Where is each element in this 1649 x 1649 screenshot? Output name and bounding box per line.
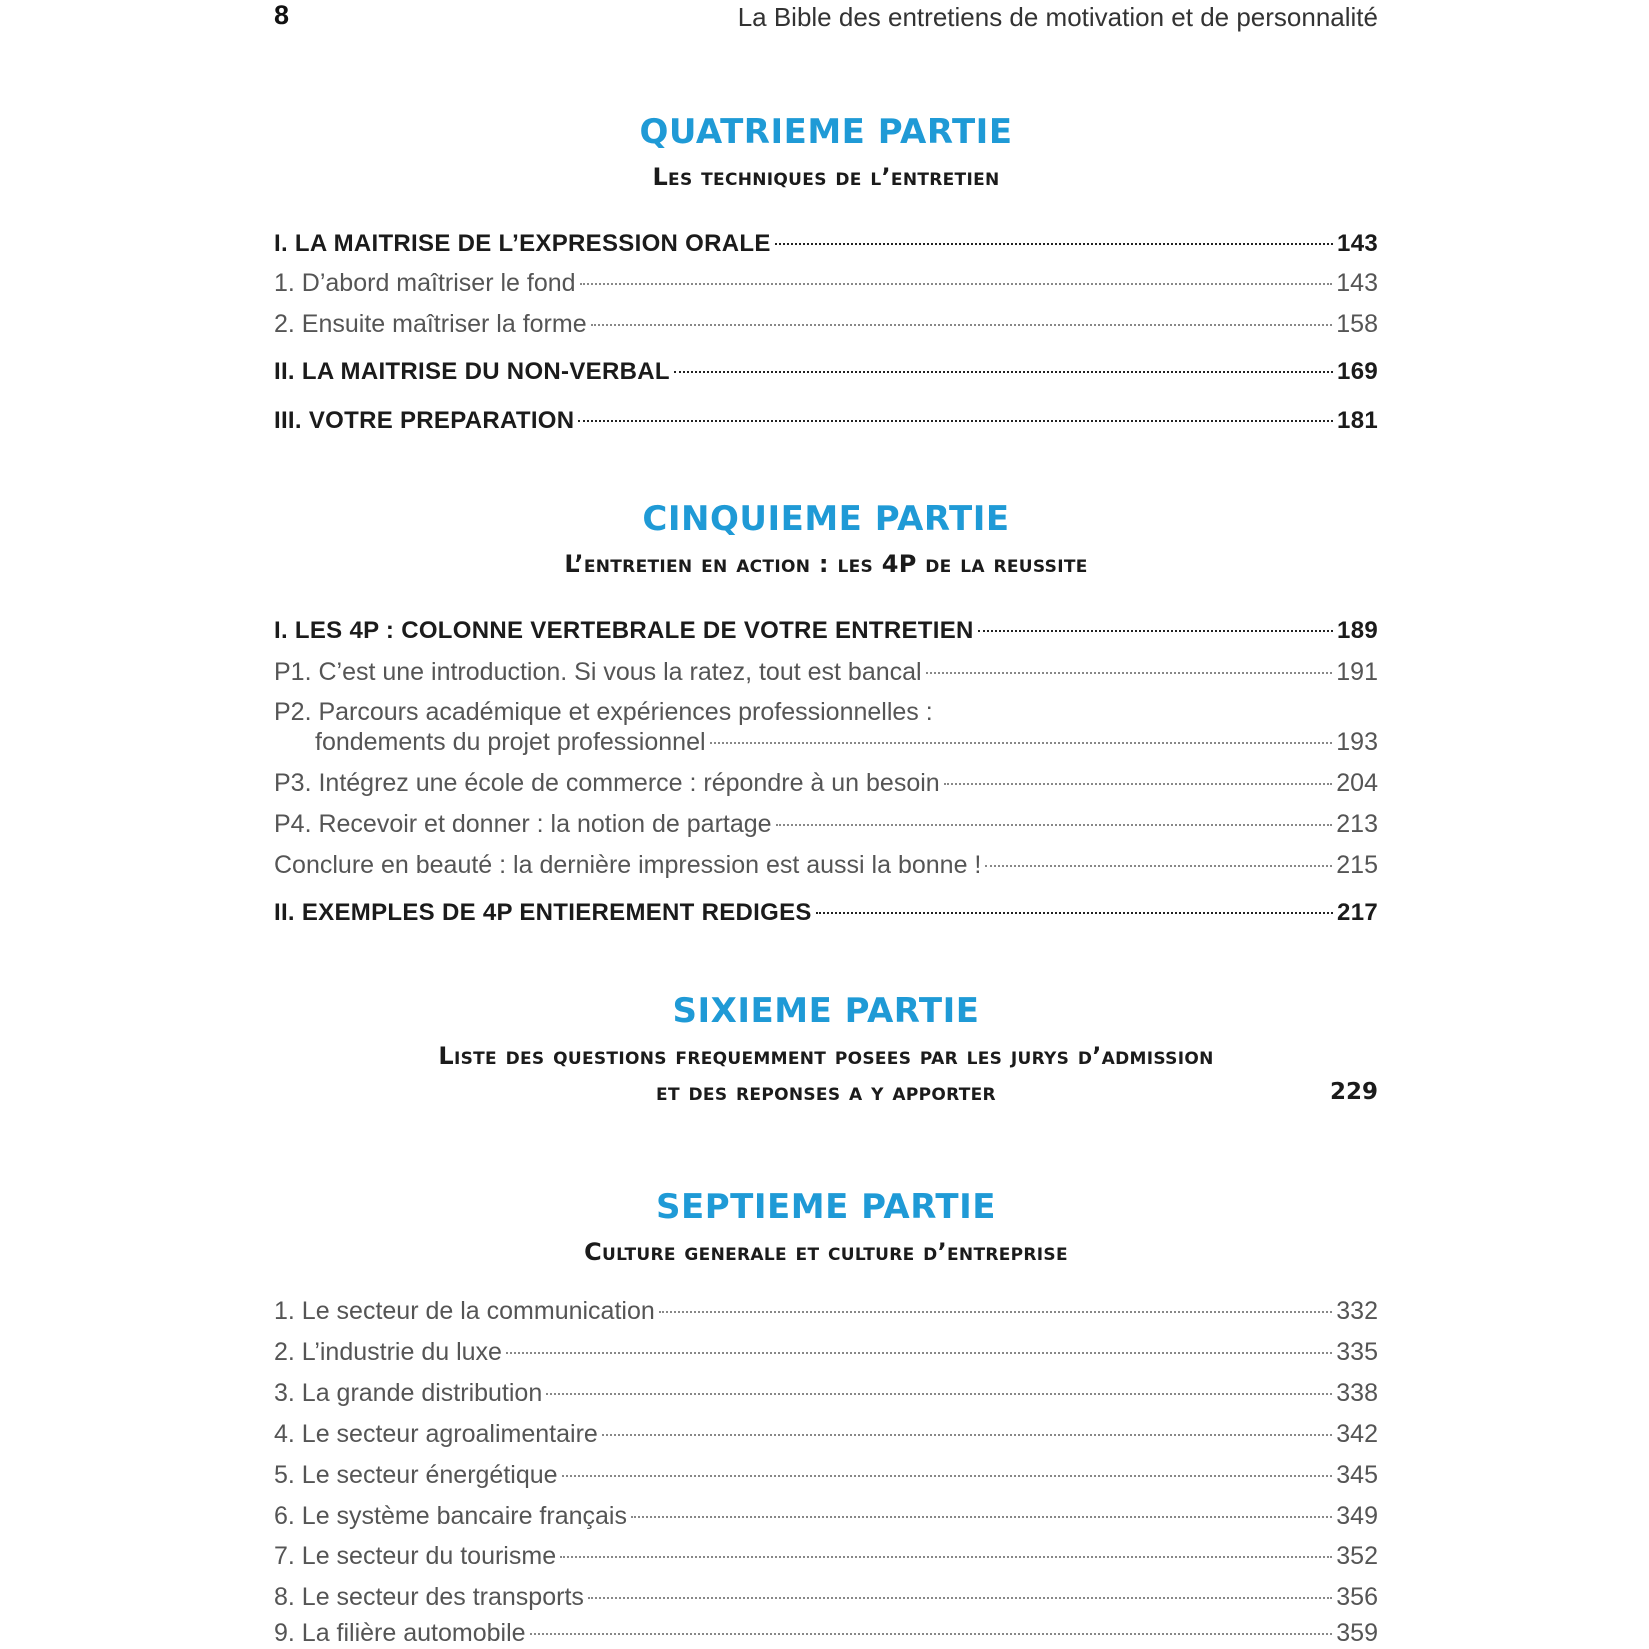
part-subtitle: Les techniques de l’entretien (652, 163, 1000, 191)
toc-entry-page: 143 (1336, 269, 1378, 297)
dot-leader (546, 1393, 1332, 1395)
toc-entry-label-line1: P2. Parcours académique et expériences professionnelles : (274, 698, 933, 726)
page-number: 8 (274, 0, 290, 30)
toc-entry-page: 191 (1336, 658, 1378, 686)
toc-entry-page: 143 (1337, 230, 1378, 257)
part-title: CINQUIEME PARTIE (642, 499, 1010, 539)
part-title: QUATRIEME PARTIE (639, 112, 1013, 152)
dot-leader (530, 1633, 1333, 1635)
dot-leader (591, 324, 1333, 326)
part-7-heading (274, 1187, 1378, 1269)
dot-leader (578, 420, 1333, 422)
toc-entry-label: 1. D’abord maîtriser le fond (274, 269, 576, 297)
part-subtitle-line2: et des reponses a y apporter (656, 1078, 996, 1106)
toc-entry[interactable] (274, 1500, 1378, 1532)
toc-entry-page: 352 (1336, 1542, 1378, 1570)
toc-entry-page: 359 (1336, 1619, 1378, 1647)
toc-entry-page: 335 (1336, 1338, 1378, 1366)
toc-entry[interactable] (274, 767, 1378, 799)
toc-entry-page: 215 (1336, 851, 1378, 879)
toc-entry-label: P4. Recevoir et donner : la notion de partage (274, 810, 772, 838)
toc-entry[interactable] (274, 897, 1378, 929)
toc-entry-label: 4. Le secteur agroalimentaire (274, 1420, 598, 1448)
toc-entry-label: 1. Le secteur de la communication (274, 1297, 655, 1325)
toc-entry-label: P1. C’est une introduction. Si vous la ratez, tout est bancal (274, 658, 922, 686)
toc-entry-page: 356 (1336, 1583, 1378, 1611)
dot-leader (674, 371, 1333, 373)
part-subtitle-line1: Liste des questions frequemment posees par les jurys d’admission (438, 1042, 1214, 1070)
toc-entry-page: 189 (1337, 617, 1378, 644)
dot-leader (775, 243, 1333, 245)
part-5-heading (274, 499, 1378, 581)
dot-leader (926, 672, 1333, 674)
toc-entry[interactable] (274, 267, 1378, 299)
dot-leader (560, 1556, 1332, 1558)
toc-entry[interactable] (274, 1418, 1378, 1450)
toc-entry-label: II. LA MAITRISE DU NON-VERBAL (274, 358, 670, 385)
toc-entry-label: 5. Le secteur énergétique (274, 1461, 558, 1489)
toc-entry-label: III. VOTRE PREPARATION (274, 407, 575, 434)
toc-entry-label: 6. Le système bancaire français (274, 1502, 627, 1530)
toc-entry-label: I. LES 4P : COLONNE VERTEBRALE DE VOTRE ENTRETIEN (274, 617, 974, 644)
toc-entry-page: 181 (1337, 407, 1378, 434)
toc-entry[interactable] (274, 228, 1378, 260)
toc-entry[interactable] (274, 1617, 1378, 1649)
toc-entry-page: 217 (1337, 899, 1378, 926)
dot-leader (659, 1311, 1333, 1313)
part-title: SIXIEME PARTIE (672, 991, 980, 1031)
running-title: La Bible des entretiens de motivation et de personnalité (737, 2, 1378, 32)
toc-entry[interactable] (274, 1459, 1378, 1491)
toc-entry-label: 2. Ensuite maîtriser la forme (274, 310, 587, 338)
toc-entry-page: 213 (1336, 810, 1378, 838)
toc-entry[interactable] (274, 356, 1378, 388)
toc-entry-label: I. LA MAITRISE DE L’EXPRESSION ORALE (274, 230, 771, 257)
dot-leader (506, 1352, 1332, 1354)
toc-entry[interactable] (274, 405, 1378, 437)
dot-leader (944, 783, 1333, 785)
toc-entry-label: Conclure en beauté : la dernière impression est aussi la bonne ! (274, 851, 982, 879)
toc-entry[interactable] (274, 849, 1378, 881)
toc-entry-page: 349 (1336, 1502, 1378, 1530)
toc-entry-label: 8. Le secteur des transports (274, 1583, 584, 1611)
toc-entry-page: 158 (1336, 310, 1378, 338)
part-page[interactable]: 229 (1329, 1079, 1378, 1105)
part-subtitle: L’entretien en action : les 4P de la reussite (564, 550, 1088, 578)
toc-entry[interactable] (274, 615, 1378, 647)
toc-entry-page: 204 (1336, 769, 1378, 797)
toc-entry-page: 332 (1336, 1297, 1378, 1325)
toc-entry-label: 2. L’industrie du luxe (274, 1338, 502, 1366)
toc-entry[interactable] (274, 1377, 1378, 1409)
dot-leader (816, 912, 1333, 914)
toc-entry[interactable] (274, 656, 1378, 688)
toc-entry[interactable] (274, 1540, 1378, 1572)
dot-leader (562, 1475, 1333, 1477)
dot-leader (776, 824, 1333, 826)
toc-entry[interactable] (274, 726, 1378, 758)
dot-leader (631, 1516, 1332, 1518)
toc-entry-page: 169 (1337, 358, 1378, 385)
toc-entry[interactable] (274, 308, 1378, 340)
toc-entry-page: 342 (1336, 1420, 1378, 1448)
dot-leader (985, 865, 1332, 867)
part-4-heading (274, 112, 1378, 194)
toc-entry[interactable] (274, 1295, 1378, 1327)
toc-entry[interactable] (274, 1581, 1378, 1613)
dot-leader (710, 742, 1333, 744)
toc-entry-label: 3. La grande distribution (274, 1379, 543, 1407)
dot-leader (588, 1597, 1332, 1599)
part-subtitle: Culture generale et culture d’entreprise (584, 1238, 1068, 1266)
part-title: SEPTIEME PARTIE (656, 1187, 996, 1227)
toc-entry-page: 338 (1336, 1379, 1378, 1407)
toc-entry-label: P3. Intégrez une école de commerce : répondre à un besoin (274, 769, 940, 797)
toc-entry-page: 345 (1336, 1461, 1378, 1489)
dot-leader (978, 630, 1333, 632)
toc-entry-label: II. EXEMPLES DE 4P ENTIEREMENT REDIGES (274, 899, 812, 926)
toc-entry[interactable] (274, 808, 1378, 840)
dot-leader (580, 283, 1333, 285)
dot-leader (602, 1434, 1332, 1436)
toc-entry-label: 9. La filière automobile (274, 1619, 526, 1647)
toc-entry-label: 7. Le secteur du tourisme (274, 1542, 557, 1570)
toc-entry-label: fondements du projet professionnel (315, 728, 706, 756)
toc-entry-page: 193 (1336, 728, 1378, 756)
toc-entry[interactable] (274, 1336, 1378, 1368)
part-6-heading (274, 991, 1378, 1109)
